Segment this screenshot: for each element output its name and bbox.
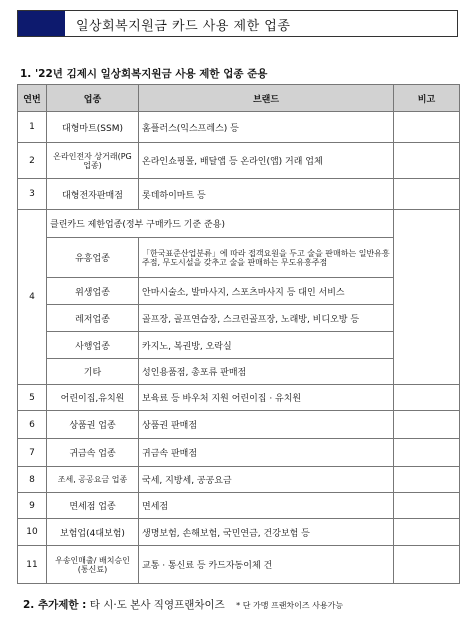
row-num: 6 [18,411,47,439]
row-num: 1 [18,112,47,143]
table-subrow [18,238,460,278]
row-brand: 생명보험, 손해보험, 국민연금, 건강보험 등 [139,519,394,546]
page-title: 일상회복지원금 카드 사용 제한 업종 [76,19,291,34]
subrow-industry: 위생업종 [47,278,139,305]
title-box [17,10,458,37]
table-row [18,112,460,143]
row-industry: 어린이집,유치원 [47,385,139,411]
row-note [394,467,460,493]
row-num: 11 [18,546,47,584]
row-industry: 상품권 업종 [47,411,139,439]
row-industry: 귀금속 업종 [47,439,139,467]
subrow-industry: 유흥업종 [47,238,139,278]
row-industry: 조세, 공공요금 업종 [47,467,139,493]
table-row-group-header [18,210,460,238]
row-note [394,519,460,546]
row-num: 2 [18,143,47,179]
table-row [18,493,460,519]
footer-label: 2. 추가제한 : [23,599,87,611]
table-subrow [18,359,460,385]
table-row [18,439,460,467]
row-note [394,546,460,584]
row-industry: 면세점 업종 [47,493,139,519]
header-num: 연번 [18,85,47,112]
row-num: 4 [18,210,47,385]
table-row [18,143,460,179]
row-brand: 면세점 [139,493,394,519]
table-row [18,385,460,411]
row-brand: 상품권 판매점 [139,411,394,439]
header-industry: 업종 [47,85,139,112]
row-num: 5 [18,385,47,411]
row-num: 3 [18,179,47,210]
row-num: 7 [18,439,47,467]
row-brand: 귀금속 판매점 [139,439,394,467]
subrow-brand: 「한국표준산업분류」에 따라 접객요원을 두고 술을 판매하는 일반유흥주점, 무도시설을 갖추고 술을 판매하는 무도유흥주점 [139,238,394,278]
subrow-brand: 카지노, 복권방, 오락실 [139,332,394,359]
row-note [394,385,460,411]
subrow-brand: 성인용품점, 총포류 판매점 [139,359,394,385]
row-note [394,493,460,519]
row-num: 8 [18,467,47,493]
subrow-industry: 레저업종 [47,305,139,332]
row-industry: 보험업(4대보험) [47,519,139,546]
table-subrow [18,332,460,359]
row-industry: 우송인매출/ 배치승인(통신료) [47,546,139,584]
row-industry: 온라인전자 상거래(PG업종) [47,143,139,179]
row-industry: 대형전자판매점 [47,179,139,210]
restriction-table [17,84,460,584]
section1-title: 1. '22년 김제시 일상회복지원금 사용 제한 업종 준용 [20,68,268,80]
subrow-brand: 안마시술소, 발마사지, 스포츠마사지 등 대인 서비스 [139,278,394,305]
table-row [18,546,460,584]
table-subrow [18,278,460,305]
row-brand: 국세, 지방세, 공공요금 [139,467,394,493]
row-note [394,439,460,467]
row-note [394,411,460,439]
row-brand: 홈플러스(익스프레스) 등 [139,112,394,143]
row-note [394,112,460,143]
table-row [18,519,460,546]
title-accent-block [18,11,65,36]
table-subrow [18,305,460,332]
table-header-row [18,85,460,112]
header-brand: 브랜드 [139,85,394,112]
row-brand: 교통 · 통신료 등 카드자동이체 건 [139,546,394,584]
footer-text: 타 시·도 본사 직영프랜차이즈 [89,599,225,611]
header-note: 비고 [394,85,460,112]
row-group-header: 클린카드 제한업종(정부 구매카드 기준 준용) [47,210,394,238]
row-note [394,179,460,210]
subrow-industry: 기타 [47,359,139,385]
row-num: 10 [18,519,47,546]
subrow-industry: 사행업종 [47,332,139,359]
table-row [18,467,460,493]
row-brand: 온라인쇼핑몰, 배달앱 등 온라인(앱) 거래 업체 [139,143,394,179]
row-industry: 대형마트(SSM) [47,112,139,143]
row-num: 9 [18,493,47,519]
footer-additional-restriction [23,597,343,612]
table-row [18,179,460,210]
table-row [18,411,460,439]
subrow-brand: 골프장, 골프연습장, 스크린골프장, 노래방, 비디오방 등 [139,305,394,332]
row-brand: 보육료 등 바우처 지원 어린이집 · 유치원 [139,385,394,411]
footer-note: * 단 가맹 프랜차이즈 사용가능 [236,601,344,610]
row-brand: 롯데하이마트 등 [139,179,394,210]
row-note [394,210,460,385]
row-note [394,143,460,179]
